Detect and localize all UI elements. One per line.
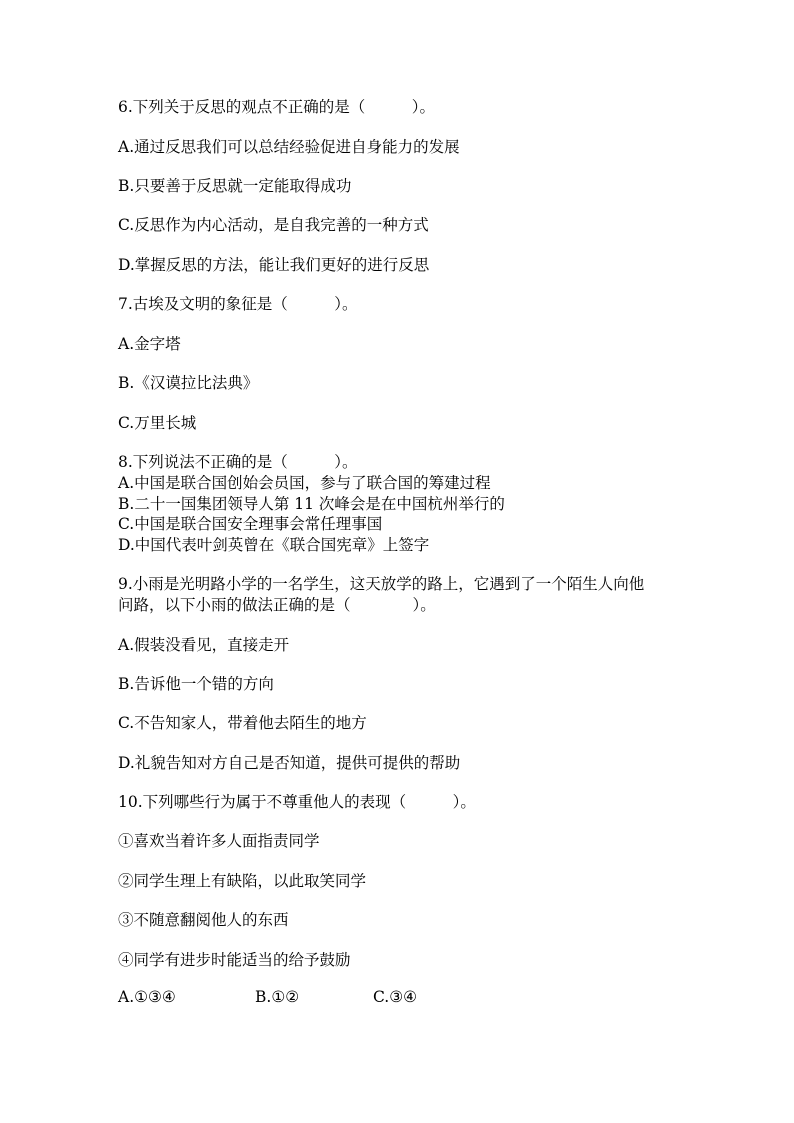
question-9-stem-line-1: 9.小雨是光明路小学的一名学生，这天放学的路上，它遇到了一个陌生人向他 <box>118 575 645 593</box>
question-7-option-c: C.万里长城 <box>118 414 197 432</box>
question-10-stem: 10.下列哪些行为属于不尊重他人的表现（ ）。 <box>118 793 476 811</box>
question-10-statement-4: ④同学有进步时能适当的给予鼓励 <box>118 951 351 969</box>
question-10-statement-1: ①喜欢当着许多人面指责同学 <box>118 832 320 850</box>
question-9-stem-line-2: 问路，以下小雨的做法正确的是（ ）。 <box>118 596 436 614</box>
question-8-stem: 8.下列说法不正确的是（ ）。 <box>118 453 358 471</box>
question-9-option-b: B.告诉他一个错的方向 <box>118 675 274 693</box>
question-10-options-row <box>0 987 794 1009</box>
question-8-option-d: D.中国代表叶剑英曾在《联合国宪章》上签字 <box>118 536 430 554</box>
question-7-option-b: B.《汉谟拉比法典》 <box>118 374 259 392</box>
question-6-option-a: A.通过反思我们可以总结经验促进自身能力的发展 <box>118 138 460 156</box>
question-8-option-a: A.中国是联合国创始会员国，参与了联合国的筹建过程 <box>118 474 491 492</box>
question-10-option-a: A.①③④ <box>118 988 176 1006</box>
question-9-option-a: A.假装没看见，直接走开 <box>118 636 290 654</box>
question-6-option-d: D.掌握反思的方法，能让我们更好的进行反思 <box>118 256 430 274</box>
question-7-option-a: A.金字塔 <box>118 335 181 353</box>
question-8-option-c: C.中国是联合国安全理事会常任理事国 <box>118 515 383 533</box>
question-10-statement-2: ②同学生理上有缺陷，以此取笑同学 <box>118 872 367 890</box>
question-10-statement-3: ③不随意翻阅他人的东西 <box>118 911 289 929</box>
question-10-option-c: C.③④ <box>373 988 418 1006</box>
question-6-option-c: C.反思作为内心活动，是自我完善的一种方式 <box>118 216 429 234</box>
question-7-stem: 7.古埃及文明的象征是（ ）。 <box>118 295 358 313</box>
question-8-option-b: B.二十一国集团领导人第 11 次峰会是在中国杭州举行的 <box>118 495 505 513</box>
question-10-option-b: B.①② <box>255 988 300 1006</box>
question-9-option-c: C.不告知家人，带着他去陌生的地方 <box>118 714 367 732</box>
question-6-stem: 6.下列关于反思的观点不正确的是（ ）。 <box>118 98 436 116</box>
question-6-option-b: B.只要善于反思就一定能取得成功 <box>118 177 352 195</box>
question-9-option-d: D.礼貌告知对方自己是否知道，提供可提供的帮助 <box>118 754 461 772</box>
